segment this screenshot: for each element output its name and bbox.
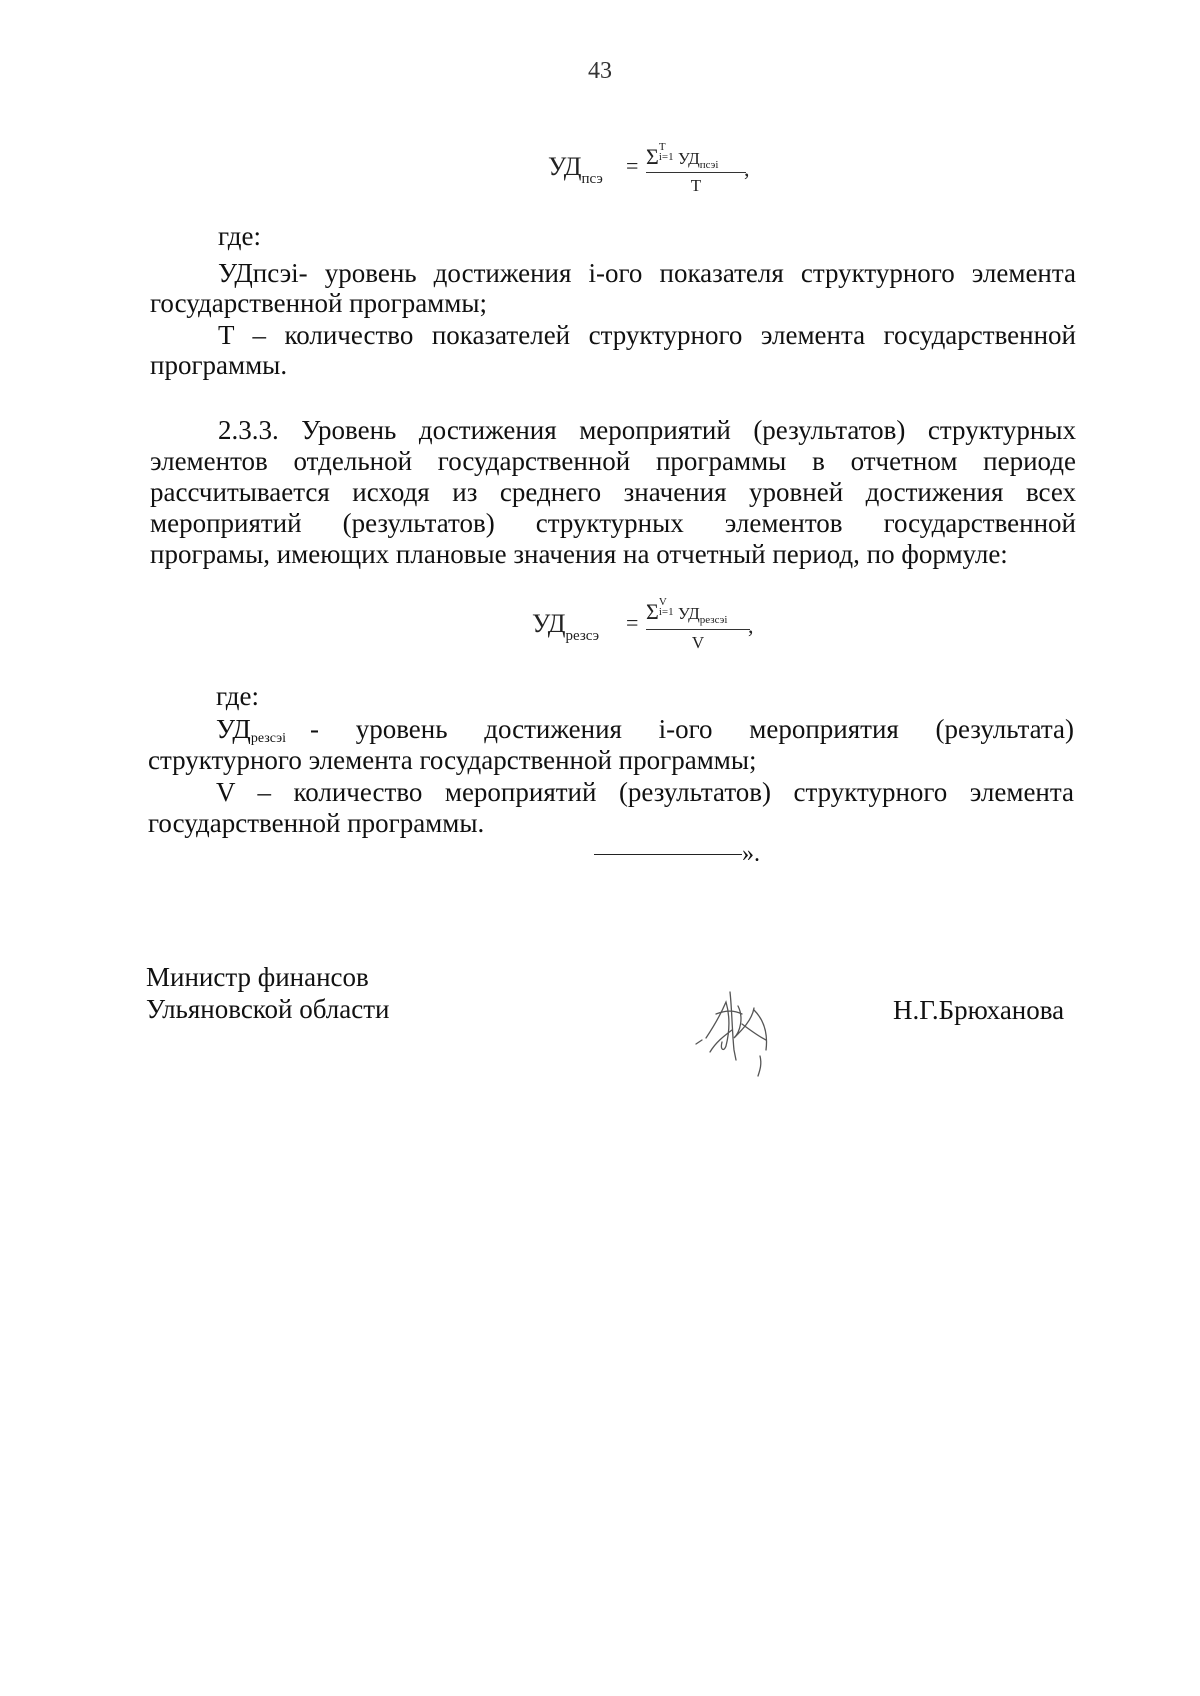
formula-lhs: $УД_{резсэ}$ — [532, 609, 600, 644]
where-label: где: — [218, 221, 261, 251]
signer-name: Н.Г.Брюханова — [893, 995, 1065, 1025]
formula-psе — [548, 142, 768, 206]
definition-variable: $УД_{резсэі}$ — [216, 714, 287, 746]
paragraph-line: мероприятий (результатов) структурных элементов государственной — [150, 508, 1076, 538]
fraction-bar — [646, 629, 750, 630]
paragraph-line: 2.3.3. Уровень достижения мероприятий (результатов) структурных — [218, 415, 1076, 445]
fraction-bar — [646, 172, 746, 173]
formula-comma: , — [744, 156, 750, 181]
formula-denominator: V — [691, 633, 705, 652]
paragraph-line: элементов отдельной государственной программы в отчетном периоде — [150, 446, 1076, 476]
definition-text: - уровень достижения і-ого мероприятия (результата) — [310, 714, 1074, 744]
paragraph-line: рассчитывается исходя из среднего значения уровней достижения всех — [150, 477, 1076, 507]
definition-line: T – количество показателей структурного элемента государственной — [218, 320, 1076, 350]
formula-numerator: ΣT i=1 $УД_{псэі}$ — [646, 141, 719, 171]
formula-equals: = — [626, 610, 639, 635]
formula-comma: , — [748, 613, 754, 638]
definition-line: государственной программы. — [148, 808, 485, 838]
where-label: где: — [216, 681, 259, 711]
definition-line: УДпсэі- уровень достижения і-ого показателя структурного элемента — [218, 258, 1076, 288]
page-number: 43 — [588, 58, 612, 84]
formula-rezse — [532, 597, 772, 661]
handwritten-signature — [686, 980, 796, 1080]
paragraph-line: програмы, имеющих плановые значения на отчетный период, по формуле: — [150, 539, 1008, 569]
signer-title-line2: Ульяновской области — [146, 994, 390, 1024]
closing-mark: ». — [594, 841, 760, 868]
closing-rule — [594, 853, 742, 855]
definition-line: государственной программы; — [150, 288, 487, 318]
definition-line: V – количество мероприятий (результатов) структурного элемента — [216, 777, 1074, 807]
formula-lhs: $УД_{псэ}$ — [548, 152, 603, 187]
formula-denominator: T — [690, 176, 702, 195]
formula-equals: = — [626, 153, 639, 178]
definition-line: структурного элемента государственной программы; — [148, 745, 757, 775]
definition-line: программы. — [150, 350, 288, 380]
signer-title-line1: Министр финансов — [146, 962, 369, 992]
formula-numerator: ΣV i=1 $УД_{резсэі}$ — [646, 596, 728, 626]
